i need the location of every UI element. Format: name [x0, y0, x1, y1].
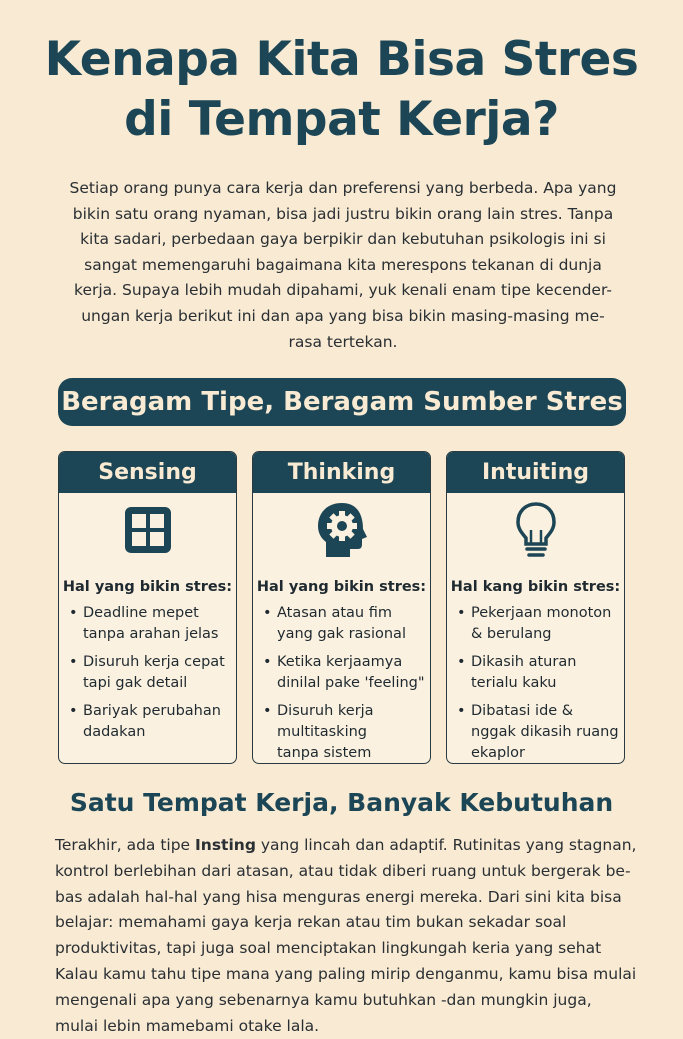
list-item: • Pekerjaan monoton & berulang — [457, 603, 624, 645]
stress-list — [263, 603, 430, 764]
intro-line: rasa tertekan. — [288, 332, 398, 351]
list-item: • Deadline mepet tanpa arahan jelas — [69, 603, 236, 645]
card-subtitle: Hal yang bikin stres: — [256, 579, 427, 595]
stress-list — [457, 603, 624, 764]
intro-line: kerja. Supaya lebih mudah dipahami, yuk kenali enam tipe kecender- — [74, 281, 612, 300]
card-subtitle: Hal yang bikin stres: — [62, 579, 233, 595]
intro-line: sangat memengaruhi bagaimana kita merespons tekanan di dunja — [84, 255, 602, 274]
body-text-segment: Terakhir, ada tipe — [55, 836, 196, 854]
card-thinking — [252, 451, 431, 764]
card-subtitle: Hal kang bikin stres: — [450, 579, 621, 595]
section-title: Satu Tempat Kerja, Banyak Kebutuhan — [69, 788, 614, 817]
body-line: belajar: memahami gaya kerja rekan atau tim bukan sekadar soal — [55, 913, 567, 932]
list-item: • Atasan atau fim yang gak rasional — [263, 603, 430, 645]
stress-list — [69, 603, 236, 743]
page-title — [0, 30, 683, 150]
body-line: kontrol berlebihan dari atasan, atau tidak diberi ruang untuk bergerak be- — [55, 861, 631, 880]
body-line — [55, 833, 655, 859]
body-text-segment: yang lincah dan adaptif. Rutinitas yang stagnan, — [255, 836, 637, 854]
intro-line: Setiap orang punya cara kerja dan preferensi yang berbeda. Apa yang — [69, 179, 617, 197]
body-bold-term: Insting — [195, 836, 256, 854]
list-item: • Dibatasi ide & nggak dikasih ruang ekaplor — [457, 701, 624, 764]
list-item: • Disuruh kerja multitasking tanpa sistem — [263, 701, 430, 764]
lightbulb-icon — [512, 500, 560, 564]
closing-paragraph — [55, 833, 655, 1039]
body-line: bas adalah hal-hal yang hisa menguras energi mereka. Dari sini kita bisa — [55, 887, 622, 906]
card-title: Intuiting — [447, 452, 624, 493]
list-item: • Dikasih aturan terialu kaku — [457, 652, 624, 694]
list-item: • Bariyak perubahan dadakan — [69, 701, 236, 743]
body-line: produktivitas, tapi juga soal menciptakan lingkungah keria yang sehat — [55, 939, 602, 958]
intro-line: ungan kerja berikut ini dan apa yang bisa bikin masing-masing me- — [81, 306, 605, 325]
body-line: mengenali apa yang sebenarnya kamu butuhkan -dan mungkin juga, — [55, 990, 592, 1009]
list-item: • Ketika kerjaamya dinilal pake 'feeling" — [263, 652, 430, 694]
card-title: Sensing — [59, 452, 236, 493]
title-line-1: Kenapa Kita Bisa Stres — [44, 32, 639, 87]
title-line-2: di Tempat Kerja? — [124, 92, 559, 147]
card-sensing — [58, 451, 237, 764]
card-intuiting — [446, 451, 625, 764]
head-gear-icon — [312, 499, 372, 565]
intro-paragraph — [48, 176, 638, 355]
intro-line: bikin satu orang nyaman, bisa jadi justru bikin orang lain stres. Tanpa — [72, 204, 614, 223]
list-item: • Disuruh kerja cepat tapi gak detail — [69, 652, 236, 694]
body-line: Kalau kamu tahu tipe mana yang paling mirip denganmu, kamu bisa mulai — [55, 964, 637, 983]
card-title: Thinking — [253, 452, 430, 493]
section-banner: Beragam Tipe, Beragam Sumber Stres — [58, 378, 626, 426]
grid-icon — [123, 505, 173, 559]
intro-line: kita sadari, perbedaan gaya berpikir dan kebutuhan psikologis ini si — [80, 230, 606, 249]
body-line: mulai lebin mamebami otake lala. — [55, 1016, 320, 1035]
